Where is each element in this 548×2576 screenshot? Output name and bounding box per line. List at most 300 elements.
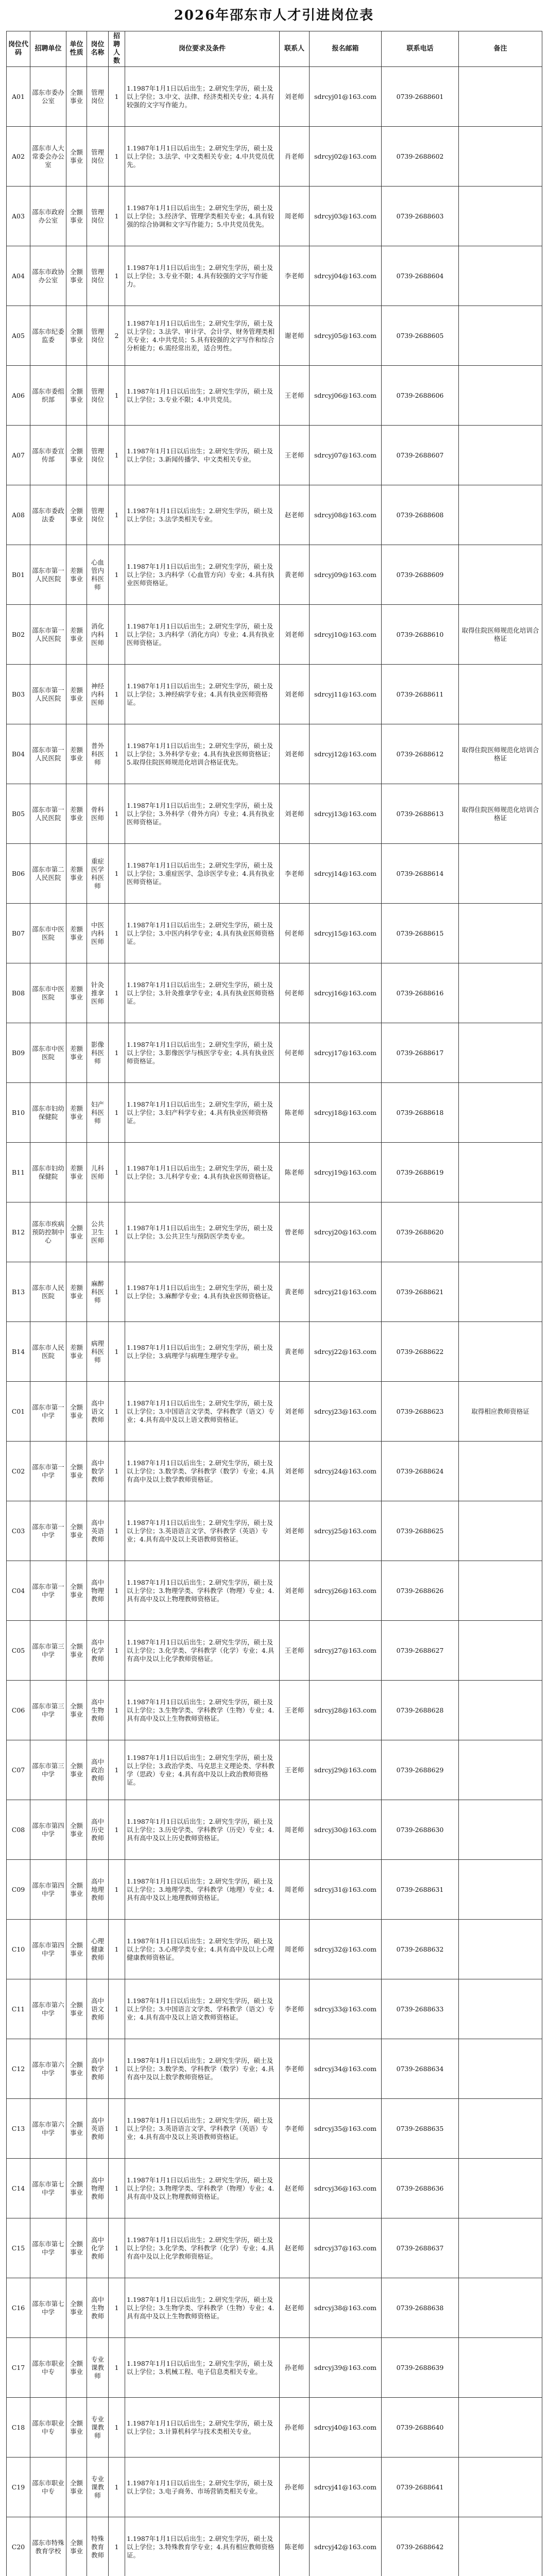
unit-nature-cell: 全额事业 — [66, 485, 87, 545]
contact-phone-cell: 0739-2688633 — [382, 1979, 459, 2039]
signup-email-cell[interactable]: sdrcyj02@163.com — [310, 127, 382, 187]
requirements-cell: 1.1987年1月1日以后出生；2.研究生学历，硕士及以上学位；3.法学、中文类相关专业；4.中共党员优先。 — [125, 127, 280, 187]
contact-person-cell: 刘老师 — [280, 784, 310, 844]
remark-cell — [459, 1143, 542, 1202]
recruit-count-cell: 1 — [109, 844, 125, 904]
contact-phone-cell: 0739-2688603 — [382, 187, 459, 246]
remark-cell: 取得住院医师规范化培训合格证 — [459, 784, 542, 844]
contact-person-cell: 周老师 — [280, 1920, 310, 1979]
remark-cell — [459, 963, 542, 1023]
remark-cell — [459, 426, 542, 485]
employer-unit-cell: 邵东市第三中学 — [30, 1740, 66, 1800]
signup-email-cell[interactable]: sdrcyj22@163.com — [310, 1322, 382, 1382]
post-code-cell: C01 — [7, 1382, 30, 1442]
remark-cell — [459, 2398, 542, 2458]
recruit-count-cell: 1 — [109, 1621, 125, 1681]
post-code-cell: B09 — [7, 1023, 30, 1083]
employer-unit-cell: 邵东市特殊教育学校 — [30, 2517, 66, 2576]
contact-person-cell: 刘老师 — [280, 1501, 310, 1561]
requirements-cell: 1.1987年1月1日以后出生；2.研究生学历，硕士及以上学位；3.针灸推拿学专业；4.具有执业医师资格证。 — [125, 963, 280, 1023]
signup-email-cell[interactable]: sdrcyj12@163.com — [310, 724, 382, 784]
employer-unit-cell: 邵东市第一人民医院 — [30, 784, 66, 844]
post-name-cell: 管理岗位 — [87, 366, 109, 426]
contact-person-cell: 黄老师 — [280, 1322, 310, 1382]
recruit-count-cell: 1 — [109, 246, 125, 306]
signup-email-cell[interactable]: sdrcyj27@163.com — [310, 1621, 382, 1681]
post-code-cell: B02 — [7, 605, 30, 665]
table-row — [7, 2218, 542, 2278]
employer-unit-cell: 邵东市委宣传部 — [30, 426, 66, 485]
contact-person-cell: 孙老师 — [280, 2338, 310, 2398]
table-row — [7, 1800, 542, 1860]
requirements-cell: 1.1987年1月1日以后出生；2.研究生学历，硕士及以上学位；3.外科学专业；4.具有执业医师资格证；5.取得住院医师规范化培训合格证优先。 — [125, 724, 280, 784]
requirements-cell: 1.1987年1月1日以后出生；2.研究生学历，硕士及以上学位；3.物理学类、学科教学（物理）专业；4.具有高中及以上物理教师资格证。 — [125, 2159, 280, 2218]
contact-person-cell: 周老师 — [280, 1860, 310, 1920]
table-row — [7, 187, 542, 246]
recruit-count-cell: 1 — [109, 1501, 125, 1561]
signup-email-cell[interactable]: sdrcyj04@163.com — [310, 246, 382, 306]
post-name-cell: 管理岗位 — [87, 426, 109, 485]
post-name-cell: 管理岗位 — [87, 485, 109, 545]
contact-phone-cell: 0739-2688637 — [382, 2218, 459, 2278]
post-code-cell: B06 — [7, 844, 30, 904]
table-row — [7, 1501, 542, 1561]
unit-nature-cell: 差额事业 — [66, 545, 87, 605]
unit-nature-cell: 差额事业 — [66, 784, 87, 844]
recruit-count-cell: 1 — [109, 1023, 125, 1083]
table-row — [7, 2398, 542, 2458]
recruit-count-cell: 1 — [109, 665, 125, 724]
signup-email-cell[interactable]: sdrcyj11@163.com — [310, 665, 382, 724]
post-code-cell: C19 — [7, 2458, 30, 2517]
table-row — [7, 1202, 542, 1262]
requirements-cell: 1.1987年1月1日以后出生；2.研究生学历，硕士及以上学位；3.机械工程、电子信息类相关专业。 — [125, 2338, 280, 2398]
post-name-cell: 高中数学教师 — [87, 1442, 109, 1501]
employer-unit-cell: 邵东市委组织部 — [30, 366, 66, 426]
remark-cell — [459, 485, 542, 545]
contact-phone-cell: 0739-2688602 — [382, 127, 459, 187]
employer-unit-cell: 邵东市第一中学 — [30, 1501, 66, 1561]
post-code-cell: A08 — [7, 485, 30, 545]
signup-email-cell[interactable]: sdrcyj38@163.com — [310, 2278, 382, 2338]
post-code-cell: C20 — [7, 2517, 30, 2576]
unit-nature-cell: 差额事业 — [66, 844, 87, 904]
signup-email-cell[interactable]: sdrcyj34@163.com — [310, 2039, 382, 2099]
signup-email-cell[interactable]: sdrcyj09@163.com — [310, 545, 382, 605]
post-code-cell: B05 — [7, 784, 30, 844]
table-row — [7, 2039, 542, 2099]
employer-unit-cell: 邵东市第四中学 — [30, 1800, 66, 1860]
contact-person-cell: 孙老师 — [280, 2398, 310, 2458]
recruit-count-cell: 1 — [109, 1979, 125, 2039]
post-code-cell: C16 — [7, 2278, 30, 2338]
post-name-cell: 高中物理教师 — [87, 2159, 109, 2218]
recruit-count-cell: 1 — [109, 426, 125, 485]
employer-unit-cell: 邵东市第一中学 — [30, 1382, 66, 1442]
unit-nature-cell: 差额事业 — [66, 1262, 87, 1322]
employer-unit-cell: 邵东市第六中学 — [30, 1979, 66, 2039]
table-row — [7, 2278, 542, 2338]
post-name-cell: 高中化学教师 — [87, 1621, 109, 1681]
post-code-cell: B10 — [7, 1083, 30, 1143]
recruit-count-cell: 1 — [109, 1322, 125, 1382]
post-name-cell: 中医内科医师 — [87, 904, 109, 963]
contact-phone-cell: 0739-2688632 — [382, 1920, 459, 1979]
remark-cell — [459, 2159, 542, 2218]
requirements-cell: 1.1987年1月1日以后出生；2.研究生学历，硕士及以上学位；3.中医内科学专业；4.具有执业医师资格证。 — [125, 904, 280, 963]
remark-cell — [459, 665, 542, 724]
signup-email-cell[interactable]: sdrcyj41@163.com — [310, 2458, 382, 2517]
unit-nature-cell: 全额事业 — [66, 2278, 87, 2338]
contact-phone-cell: 0739-2688614 — [382, 844, 459, 904]
employer-unit-cell: 邵东市人大常委会办公室 — [30, 127, 66, 187]
unit-nature-cell: 全额事业 — [66, 1979, 87, 2039]
unit-nature-cell: 全额事业 — [66, 1920, 87, 1979]
table-row — [7, 2159, 542, 2218]
recruit-count-cell: 1 — [109, 2278, 125, 2338]
employer-unit-cell: 邵东市第一人民医院 — [30, 545, 66, 605]
post-code-cell: C04 — [7, 1561, 30, 1621]
requirements-cell: 1.1987年1月1日以后出生；2.研究生学历，硕士及以上学位；3.病理学与病理生理学专业。 — [125, 1322, 280, 1382]
employer-unit-cell: 邵东市政协办公室 — [30, 246, 66, 306]
post-name-cell: 管理岗位 — [87, 187, 109, 246]
contact-phone-cell: 0739-2688628 — [382, 1681, 459, 1740]
signup-email-cell[interactable]: sdrcyj32@163.com — [310, 1920, 382, 1979]
header-cell: 备注 — [459, 31, 542, 67]
signup-email-cell[interactable]: sdrcyj31@163.com — [310, 1860, 382, 1920]
remark-cell — [459, 1621, 542, 1681]
unit-nature-cell: 全额事业 — [66, 2338, 87, 2398]
recruit-count-cell: 1 — [109, 1561, 125, 1621]
contact-person-cell: 王老师 — [280, 426, 310, 485]
signup-email-cell[interactable]: sdrcyj18@163.com — [310, 1083, 382, 1143]
recruit-count-cell: 1 — [109, 2159, 125, 2218]
contact-phone-cell: 0739-2688621 — [382, 1262, 459, 1322]
contact-phone-cell: 0739-2688601 — [382, 67, 459, 127]
post-name-cell: 管理岗位 — [87, 246, 109, 306]
post-name-cell: 高中英语教师 — [87, 2099, 109, 2159]
signup-email-cell[interactable]: sdrcyj25@163.com — [310, 1501, 382, 1561]
signup-email-cell[interactable]: sdrcyj29@163.com — [310, 1740, 382, 1800]
contact-person-cell: 周老师 — [280, 187, 310, 246]
unit-nature-cell: 差额事业 — [66, 1083, 87, 1143]
unit-nature-cell: 差额事业 — [66, 1322, 87, 1382]
table-header-row — [7, 31, 542, 67]
contact-phone-cell: 0739-2688607 — [382, 426, 459, 485]
requirements-cell: 1.1987年1月1日以后出生；2.研究生学历，硕士及以上学位；3.生物学类、学科教学（生物）专业；4.具有高中及以上生物教师资格证。 — [125, 2278, 280, 2338]
employer-unit-cell: 邵东市妇幼保健院 — [30, 1143, 66, 1202]
contact-phone-cell: 0739-2688609 — [382, 545, 459, 605]
post-code-cell: C18 — [7, 2398, 30, 2458]
table-row — [7, 2099, 542, 2159]
unit-nature-cell: 全额事业 — [66, 2398, 87, 2458]
signup-email-cell[interactable]: sdrcyj28@163.com — [310, 1681, 382, 1740]
post-name-cell: 管理岗位 — [87, 306, 109, 366]
table-row — [7, 2338, 542, 2398]
employer-unit-cell: 邵东市第三中学 — [30, 1621, 66, 1681]
requirements-cell: 1.1987年1月1日以后出生；2.研究生学历，硕士及以上学位；3.外科学（骨外方向）专业；4.具有执业医师资格证。 — [125, 784, 280, 844]
post-code-cell: B11 — [7, 1143, 30, 1202]
employer-unit-cell: 邵东市第一人民医院 — [30, 724, 66, 784]
remark-cell — [459, 67, 542, 127]
recruit-count-cell: 1 — [109, 1860, 125, 1920]
recruit-count-cell: 1 — [109, 2458, 125, 2517]
header-cell: 岗位要求及条件 — [125, 31, 280, 67]
remark-cell — [459, 1681, 542, 1740]
post-code-cell: A07 — [7, 426, 30, 485]
signup-email-cell[interactable]: sdrcyj26@163.com — [310, 1561, 382, 1621]
table-row — [7, 485, 542, 545]
post-name-cell: 高中物理教师 — [87, 1561, 109, 1621]
table-row — [7, 665, 542, 724]
contact-phone-cell: 0739-2688616 — [382, 963, 459, 1023]
table-row — [7, 306, 542, 366]
post-name-cell: 高中数学教师 — [87, 2039, 109, 2099]
contact-phone-cell: 0739-2688636 — [382, 2159, 459, 2218]
post-name-cell: 心理健康教师 — [87, 1920, 109, 1979]
employer-unit-cell: 邵东市人民医院 — [30, 1322, 66, 1382]
unit-nature-cell: 全额事业 — [66, 306, 87, 366]
post-code-cell: C08 — [7, 1800, 30, 1860]
post-code-cell: B13 — [7, 1262, 30, 1322]
contact-phone-cell: 0739-2688619 — [382, 1143, 459, 1202]
recruit-count-cell: 1 — [109, 1143, 125, 1202]
requirements-cell: 1.1987年1月1日以后出生；2.研究生学历，硕士及以上学位；3.法学、审计学、会计学、财务管理类相关专业；4.中共党员；5.具有较强的文字写作和综合分析能力；6.需经常出差，适合男性。 — [125, 306, 280, 366]
post-code-cell: B08 — [7, 963, 30, 1023]
contact-phone-cell: 0739-2688629 — [382, 1740, 459, 1800]
contact-person-cell: 李老师 — [280, 2039, 310, 2099]
post-name-cell: 专业课教师 — [87, 2458, 109, 2517]
requirements-cell: 1.1987年1月1日以后出生；2.研究生学历，硕士及以上学位；3.计算机科学与技术类相关专业。 — [125, 2398, 280, 2458]
signup-email-cell[interactable]: sdrcyj03@163.com — [310, 187, 382, 246]
post-code-cell: C12 — [7, 2039, 30, 2099]
table-row — [7, 784, 542, 844]
requirements-cell: 1.1987年1月1日以后出生；2.研究生学历，硕士及以上学位；3.电子商务、市场营销类相关专业。 — [125, 2458, 280, 2517]
employer-unit-cell: 邵东市纪委监委 — [30, 306, 66, 366]
contact-person-cell: 赵老师 — [280, 485, 310, 545]
remark-cell — [459, 1262, 542, 1322]
requirements-cell: 1.1987年1月1日以后出生；2.研究生学历，硕士及以上学位；3.英语语言文学、学科教学（英语）专业；4.具有高中及以上英语教师资格证。 — [125, 1501, 280, 1561]
post-code-cell: C05 — [7, 1621, 30, 1681]
contact-phone-cell: 0739-2688624 — [382, 1442, 459, 1501]
signup-email-cell[interactable]: sdrcyj14@163.com — [310, 844, 382, 904]
table-row — [7, 1322, 542, 1382]
contact-phone-cell: 0739-2688639 — [382, 2338, 459, 2398]
recruit-count-cell: 1 — [109, 1382, 125, 1442]
post-name-cell: 普外科医师 — [87, 724, 109, 784]
post-name-cell: 高中英语教师 — [87, 1501, 109, 1561]
requirements-cell: 1.1987年1月1日以后出生；2.研究生学历，硕士及以上学位；3.数学类、学科教学（数学）专业；4.具有高中及以上数学教师资格证。 — [125, 2039, 280, 2099]
signup-email-cell[interactable]: sdrcyj08@163.com — [310, 485, 382, 545]
employer-unit-cell: 邵东市委办公室 — [30, 67, 66, 127]
contact-person-cell: 谢老师 — [280, 306, 310, 366]
employer-unit-cell: 邵东市第四中学 — [30, 1920, 66, 1979]
employer-unit-cell: 邵东市第六中学 — [30, 2039, 66, 2099]
remark-cell — [459, 844, 542, 904]
contact-person-cell: 黄老师 — [280, 1262, 310, 1322]
requirements-cell: 1.1987年1月1日以后出生；2.研究生学历，硕士及以上学位；3.特殊教育学专业；4.具有相应教师资格证。 — [125, 2517, 280, 2576]
signup-email-cell[interactable]: sdrcyj39@163.com — [310, 2338, 382, 2398]
signup-email-cell[interactable]: sdrcyj36@163.com — [310, 2159, 382, 2218]
unit-nature-cell: 全额事业 — [66, 426, 87, 485]
table-row — [7, 1023, 542, 1083]
recruit-count-cell: 1 — [109, 1800, 125, 1860]
remark-cell — [459, 1740, 542, 1800]
post-name-cell: 病理科医师 — [87, 1322, 109, 1382]
contact-person-cell: 周老师 — [280, 1800, 310, 1860]
signup-email-cell[interactable]: sdrcyj23@163.com — [310, 1382, 382, 1442]
recruit-count-cell: 1 — [109, 1083, 125, 1143]
contact-phone-cell: 0739-2688611 — [382, 665, 459, 724]
requirements-cell: 1.1987年1月1日以后出生；2.研究生学历，硕士及以上学位；3.神经病学专业；4.具有执业医师资格证。 — [125, 665, 280, 724]
unit-nature-cell: 全额事业 — [66, 1382, 87, 1442]
contact-person-cell: 刘老师 — [280, 1561, 310, 1621]
remark-cell — [459, 1860, 542, 1920]
post-name-cell: 高中历史教师 — [87, 1800, 109, 1860]
remark-cell — [459, 2218, 542, 2278]
unit-nature-cell: 全额事业 — [66, 1740, 87, 1800]
table-row — [7, 1143, 542, 1202]
recruit-count-cell: 1 — [109, 2099, 125, 2159]
contact-person-cell: 李老师 — [280, 246, 310, 306]
recruit-count-cell: 1 — [109, 605, 125, 665]
signup-email-cell[interactable]: sdrcyj19@163.com — [310, 1143, 382, 1202]
signup-email-cell[interactable]: sdrcyj15@163.com — [310, 904, 382, 963]
post-code-cell: A05 — [7, 306, 30, 366]
unit-nature-cell: 全额事业 — [66, 1442, 87, 1501]
post-code-cell: C17 — [7, 2338, 30, 2398]
remark-cell — [459, 1322, 542, 1382]
requirements-cell: 1.1987年1月1日以后出生；2.研究生学历，硕士及以上学位；3.妇产科学专业；4.具有执业医师资格证。 — [125, 1083, 280, 1143]
contact-person-cell: 孙老师 — [280, 2458, 310, 2517]
recruit-count-cell: 2 — [109, 306, 125, 366]
remark-cell — [459, 2039, 542, 2099]
recruit-count-cell: 1 — [109, 545, 125, 605]
post-code-cell: C14 — [7, 2159, 30, 2218]
signup-email-cell[interactable]: sdrcyj16@163.com — [310, 963, 382, 1023]
contact-phone-cell: 0739-2688641 — [382, 2458, 459, 2517]
contact-person-cell: 李老师 — [280, 1979, 310, 2039]
unit-nature-cell: 全额事业 — [66, 1860, 87, 1920]
unit-nature-cell: 全额事业 — [66, 246, 87, 306]
signup-email-cell[interactable]: sdrcyj40@163.com — [310, 2398, 382, 2458]
unit-nature-cell: 全额事业 — [66, 1681, 87, 1740]
signup-email-cell[interactable]: sdrcyj17@163.com — [310, 1023, 382, 1083]
unit-nature-cell: 全额事业 — [66, 1501, 87, 1561]
signup-email-cell[interactable]: sdrcyj30@163.com — [310, 1800, 382, 1860]
unit-nature-cell: 全额事业 — [66, 2099, 87, 2159]
requirements-cell: 1.1987年1月1日以后出生；2.研究生学历，硕士及以上学位；3.地理学类、学科教学（地理）专业；4.具有高中及以上地理教师资格证。 — [125, 1860, 280, 1920]
requirements-cell: 1.1987年1月1日以后出生；2.研究生学历，硕士及以上学位；3.政治学类、马克思主义理论类、学科教学（思政）专业；4.具有高中及以上政治教师资格证。 — [125, 1740, 280, 1800]
unit-nature-cell: 差额事业 — [66, 605, 87, 665]
table-row — [7, 545, 542, 605]
unit-nature-cell: 差额事业 — [66, 963, 87, 1023]
signup-email-cell[interactable]: sdrcyj37@163.com — [310, 2218, 382, 2278]
signup-email-cell[interactable]: sdrcyj13@163.com — [310, 784, 382, 844]
signup-email-cell[interactable]: sdrcyj01@163.com — [310, 67, 382, 127]
requirements-cell: 1.1987年1月1日以后出生；2.研究生学历，硕士及以上学位；3.儿科学专业；4.具有执业医师资格证。 — [125, 1143, 280, 1202]
contact-phone-cell: 0739-2688630 — [382, 1800, 459, 1860]
post-code-cell: C10 — [7, 1920, 30, 1979]
signup-email-cell[interactable]: sdrcyj20@163.com — [310, 1202, 382, 1262]
contact-phone-cell: 0739-2688618 — [382, 1083, 459, 1143]
signup-email-cell[interactable]: sdrcyj10@163.com — [310, 605, 382, 665]
remark-cell — [459, 1561, 542, 1621]
signup-email-cell[interactable]: sdrcyj42@163.com — [310, 2517, 382, 2576]
requirements-cell: 1.1987年1月1日以后出生；2.研究生学历，硕士及以上学位；3.内科学（消化方向）专业；4.具有执业医师资格证。 — [125, 605, 280, 665]
remark-cell — [459, 127, 542, 187]
employer-unit-cell: 邵东市职业中专 — [30, 2458, 66, 2517]
contact-phone-cell: 0739-2688627 — [382, 1621, 459, 1681]
table-row — [7, 904, 542, 963]
recruit-count-cell: 1 — [109, 485, 125, 545]
signup-email-cell[interactable]: sdrcyj05@163.com — [310, 306, 382, 366]
employer-unit-cell: 邵东市第三中学 — [30, 1681, 66, 1740]
header-cell: 岗位代码 — [7, 31, 30, 67]
post-name-cell: 心血管内科医师 — [87, 545, 109, 605]
recruit-count-cell: 1 — [109, 1262, 125, 1322]
post-code-cell: C09 — [7, 1860, 30, 1920]
signup-email-cell[interactable]: sdrcyj21@163.com — [310, 1262, 382, 1322]
post-code-cell: C11 — [7, 1979, 30, 2039]
requirements-cell: 1.1987年1月1日以后出生；2.研究生学历，硕士及以上学位；3.中文、法律、经济类相关专业；4.具有较强的文字写作能力。 — [125, 67, 280, 127]
remark-cell — [459, 366, 542, 426]
unit-nature-cell: 全额事业 — [66, 2218, 87, 2278]
contact-person-cell: 赵老师 — [280, 2159, 310, 2218]
post-name-cell: 妇产科医师 — [87, 1083, 109, 1143]
contact-phone-cell: 0739-2688640 — [382, 2398, 459, 2458]
employer-unit-cell: 邵东市第一人民医院 — [30, 665, 66, 724]
post-code-cell: C07 — [7, 1740, 30, 1800]
employer-unit-cell: 邵东市第二人民医院 — [30, 844, 66, 904]
requirements-cell: 1.1987年1月1日以后出生；2.研究生学历，硕士及以上学位；3.历史学类、学科教学（历史）专业；4.具有高中及以上历史教师资格证。 — [125, 1800, 280, 1860]
employer-unit-cell: 邵东市第七中学 — [30, 2159, 66, 2218]
contact-person-cell: 刘老师 — [280, 605, 310, 665]
signup-email-cell[interactable]: sdrcyj07@163.com — [310, 426, 382, 485]
remark-cell — [459, 246, 542, 306]
contact-phone-cell: 0739-2688604 — [382, 246, 459, 306]
recruit-count-cell: 1 — [109, 1681, 125, 1740]
signup-email-cell[interactable]: sdrcyj06@163.com — [310, 366, 382, 426]
contact-person-cell: 赵老师 — [280, 2218, 310, 2278]
requirements-cell: 1.1987年1月1日以后出生；2.研究生学历，硕士及以上学位；3.化学类、学科教学（化学）专业；4.具有高中及以上化学教师资格证。 — [125, 1621, 280, 1681]
header-cell: 联系电话 — [382, 31, 459, 67]
recruit-count-cell: 1 — [109, 2338, 125, 2398]
contact-phone-cell: 0739-2688620 — [382, 1202, 459, 1262]
post-code-cell: A06 — [7, 366, 30, 426]
remark-cell — [459, 306, 542, 366]
unit-nature-cell: 全额事业 — [66, 2159, 87, 2218]
remark-cell — [459, 545, 542, 605]
requirements-cell: 1.1987年1月1日以后出生；2.研究生学历，硕士及以上学位；3.公共卫生与预防医学类专业。 — [125, 1202, 280, 1262]
post-name-cell: 儿科医师 — [87, 1143, 109, 1202]
unit-nature-cell: 差额事业 — [66, 1143, 87, 1202]
contact-phone-cell: 0739-2688642 — [382, 2517, 459, 2576]
signup-email-cell[interactable]: sdrcyj24@163.com — [310, 1442, 382, 1501]
post-code-cell: C13 — [7, 2099, 30, 2159]
contact-person-cell: 李老师 — [280, 844, 310, 904]
signup-email-cell[interactable]: sdrcyj35@163.com — [310, 2099, 382, 2159]
remark-cell: 取得住院医师规范化培训合格证 — [459, 724, 542, 784]
post-name-cell: 专业课教师 — [87, 2398, 109, 2458]
unit-nature-cell: 全额事业 — [66, 1202, 87, 1262]
requirements-cell: 1.1987年1月1日以后出生；2.研究生学历，硕士及以上学位；3.专业不限；4.具有较强的文字写作能力。 — [125, 246, 280, 306]
remark-cell — [459, 1083, 542, 1143]
post-code-cell: B01 — [7, 545, 30, 605]
signup-email-cell[interactable]: sdrcyj33@163.com — [310, 1979, 382, 2039]
table-row — [7, 1860, 542, 1920]
recruit-count-cell: 1 — [109, 67, 125, 127]
